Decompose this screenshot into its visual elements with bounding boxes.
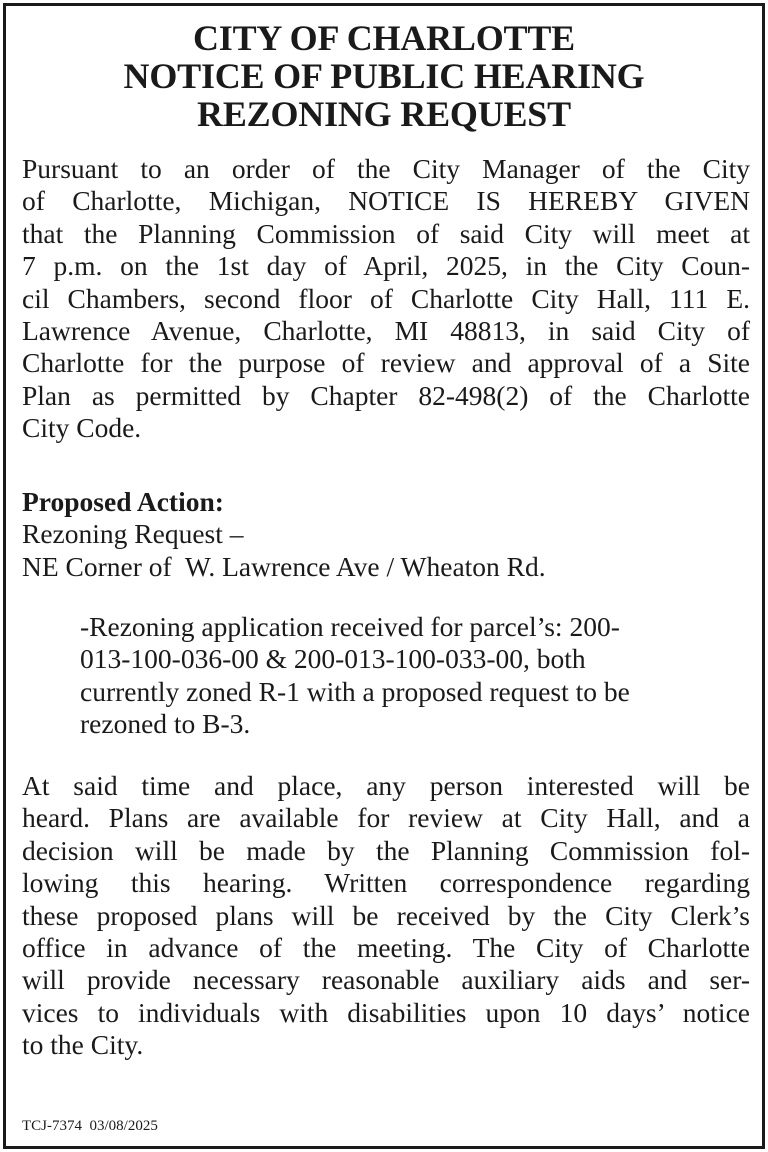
application-line: -Rezoning application received for parcel’s: 200-: [80, 611, 620, 642]
paragraph-line: lowing this hearing. Written correspondence regarding: [22, 867, 750, 899]
paragraph-line: office in advance of the meeting. The City of Charlotte: [22, 932, 750, 964]
paragraph-line: decision will be made by the Planning Commission fol-: [22, 834, 750, 866]
paragraph-line: Charlotte for the purpose of review and approval of a Site: [22, 347, 750, 379]
paragraph-line: vices to individuals with disabilities upon 10 days’ notice: [22, 996, 750, 1028]
paragraph-line: City Code.: [22, 412, 142, 444]
hearing-paragraph: [22, 770, 750, 1062]
application-line: rezoned to B-3.: [80, 708, 251, 740]
paragraph-line: At said time and place, any person interested will be: [22, 770, 750, 801]
paragraph-line: will provide necessary reasonable auxiliary aids and ser-: [22, 964, 750, 996]
proposed-action-heading: Proposed Action:: [22, 486, 224, 517]
title-line: REZONING REQUEST: [197, 94, 571, 134]
title-line: CITY OF CHARLOTTE: [193, 18, 575, 58]
paragraph-line: of Charlotte, Michigan, NOTICE IS HEREBY GIVEN: [22, 185, 750, 217]
public-notice: [3, 3, 765, 1149]
application-details: [80, 611, 720, 741]
paragraph-line: cil Chambers, second floor of Charlotte City Hall, 111 E.: [22, 282, 750, 314]
notice-reference-footer: TCJ-7374 03/08/2025: [22, 1118, 158, 1134]
paragraph-line: Plan as permitted by Chapter 82-498(2) of the Charlotte: [22, 379, 750, 411]
application-line: 013-100-036-00 & 200-013-100-033-00, both: [80, 643, 586, 675]
application-line: currently zoned R-1 with a proposed request to be: [80, 675, 630, 707]
paragraph-line: Lawrence Avenue, Charlotte, MI 48813, in said City of: [22, 315, 750, 347]
proposed-action-line: Rezoning Request –: [22, 518, 244, 550]
paragraph-line: these proposed plans will be received by the City Clerk’s: [22, 899, 750, 931]
proposed-action-section: [22, 486, 750, 583]
paragraph-line: that the Planning Commission of said City will meet at: [22, 217, 750, 249]
paragraph-line: heard. Plans are available for review at City Hall, and a: [22, 802, 750, 834]
paragraph-line: 7 p.m. on the 1st day of April, 2025, in the City Coun-: [22, 250, 750, 282]
notice-title: [6, 19, 762, 133]
proposed-action-location: NE Corner of W. Lawrence Ave / Wheaton Rd.: [22, 550, 546, 582]
paragraph-line: Pursuant to an order of the City Manager of the City: [22, 153, 750, 184]
paragraph-line: to the City.: [22, 1029, 144, 1061]
intro-paragraph: [22, 153, 750, 445]
title-line: NOTICE OF PUBLIC HEARING: [123, 56, 645, 96]
